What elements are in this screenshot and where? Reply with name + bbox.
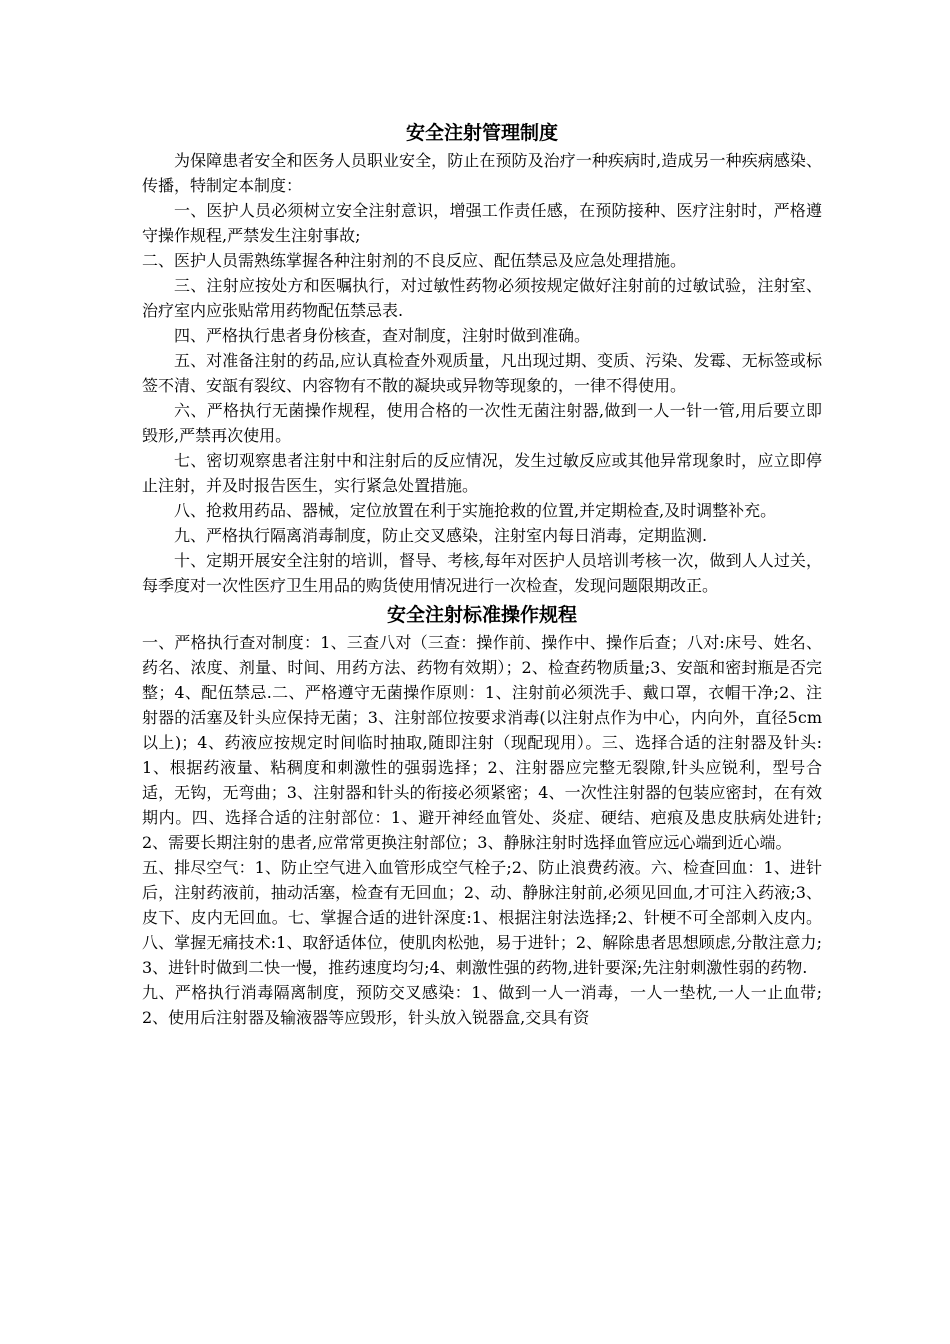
paragraph: 一、严格执行查对制度：1、三查八对（三查：操作前、操作中、操作后查；八对:床号、姓名、药名、浓度、剂量、时间、用药方法、药物有效期）；2、检查药物质量;3、安瓿和密封瓶是否完整；4、配伍禁忌.二、严格遵守无菌操作原则：1、注射前必须洗手、戴口罩，衣帽干净;2、注射器的活塞及针头应保持无菌；3、注射部位按要求消毒(以注射点作为中心，内向外，直径5cm以上)；4、药液应按规定时间临时抽取,随即注射（现配现用）。三、选择合适的注射器及针头:1、根据药液量、粘稠度和刺激性的强弱选择；2、注射器应完整无裂隙,针头应锐利，型号合适，无钩，无弯曲；3、注射器和针头的衔接必须紧密；4、一次性注射器的包装应密封，在有效期内。四、选择合适的注射部位：1、避开神经血管处、炎症、硬结、疤痕及患皮肤病处进针;2、需要长期注射的患者,应常常更换注射部位；3、静脉注射时选择血管应远心端到近心端。 [142,633,822,852]
procedure-title: 安全注射标准操作规程 [386,604,577,626]
operation-procedure-section [142,630,822,1030]
management-rules-section [142,148,822,598]
paragraph: 六、严格执行无菌操作规程，使用合格的一次性无菌注射器,做到一人一针一管,用后要立即毁形,严禁再次使用。 [142,401,822,445]
document-page [142,118,822,1030]
paragraph: 一、医护人员必须树立安全注射意识，增强工作责任感，在预防接种、医疗注射时，严格遵守操作规程,严禁发生注射事故; [142,201,822,245]
paragraph: 九、严格执行隔离消毒制度，防止交叉感染，注射室内每日消毒，定期监测. [174,526,708,545]
document-title: 安全注射管理制度 [405,122,558,144]
paragraph: 四、严格执行患者身份核查，查对制度，注射时做到准确。 [174,326,591,345]
paragraph: 三、注射应按处方和医嘱执行，对过敏性药物必须按规定做好注射前的过敏试验，注射室、治疗室内应张贴常用药物配伍禁忌表. [142,276,822,320]
paragraph: 二、医护人员需熟练掌握各种注射剂的不良反应、配伍禁忌及应急处理措施。 [142,251,687,270]
paragraph: 十、定期开展安全注射的培训，督导、考核,每年对医护人员培训考核一次，做到人人过关，每季度对一次性医疗卫生用品的购货使用情况进行一次检查，发现问题限期改正。 [142,551,822,595]
paragraph: 八、抢救用药品、器械，定位放置在利于实施抢救的位置,并定期检查,及时调整补充。 [174,501,777,520]
paragraph: 为保障患者安全和医务人员职业安全，防止在预防及治疗一种疾病时,造成另一种疾病感染、传播，特制定本制度： [142,151,822,195]
paragraph: 五、对准备注射的药品,应认真检查外观质量，凡出现过期、变质、污染、发霉、无标签或标签不清、安瓿有裂纹、内容物有不散的凝块或异物等现象的，一律不得使用。 [142,351,822,395]
paragraph: 七、密切观察患者注射中和注射后的反应情况，发生过敏反应或其他异常现象时，应立即停止注射，并及时报告医生，实行紧急处置措施。 [142,451,822,495]
paragraph: 九、严格执行消毒隔离制度，预防交叉感染：1、做到一人一消毒，一人一垫枕,一人一止血带;2、使用后注射器及输液器等应毁形，针头放入锐器盒,交具有资 [142,983,822,1027]
paragraph: 五、排尽空气：1、防止空气进入血管形成空气栓子;2、防止浪费药液。六、检查回血：1、进针后，注射药液前，抽动活塞，检查有无回血；2、动、静脉注射前,必须见回血,才可注入药液;3、皮下、皮内无回血。七、掌握合适的进针深度:1、根据注射法选择;2、针梗不可全部刺入皮内。八、掌握无痛技术:1、取舒适体位，使肌肉松弛，易于进针；2、解除患者思想顾虑,分散注意力;3、进针时做到二快一慢，推药速度均匀;4、刺激性强的药物,进针要深;先注射刺激性弱的药物. [142,858,822,977]
